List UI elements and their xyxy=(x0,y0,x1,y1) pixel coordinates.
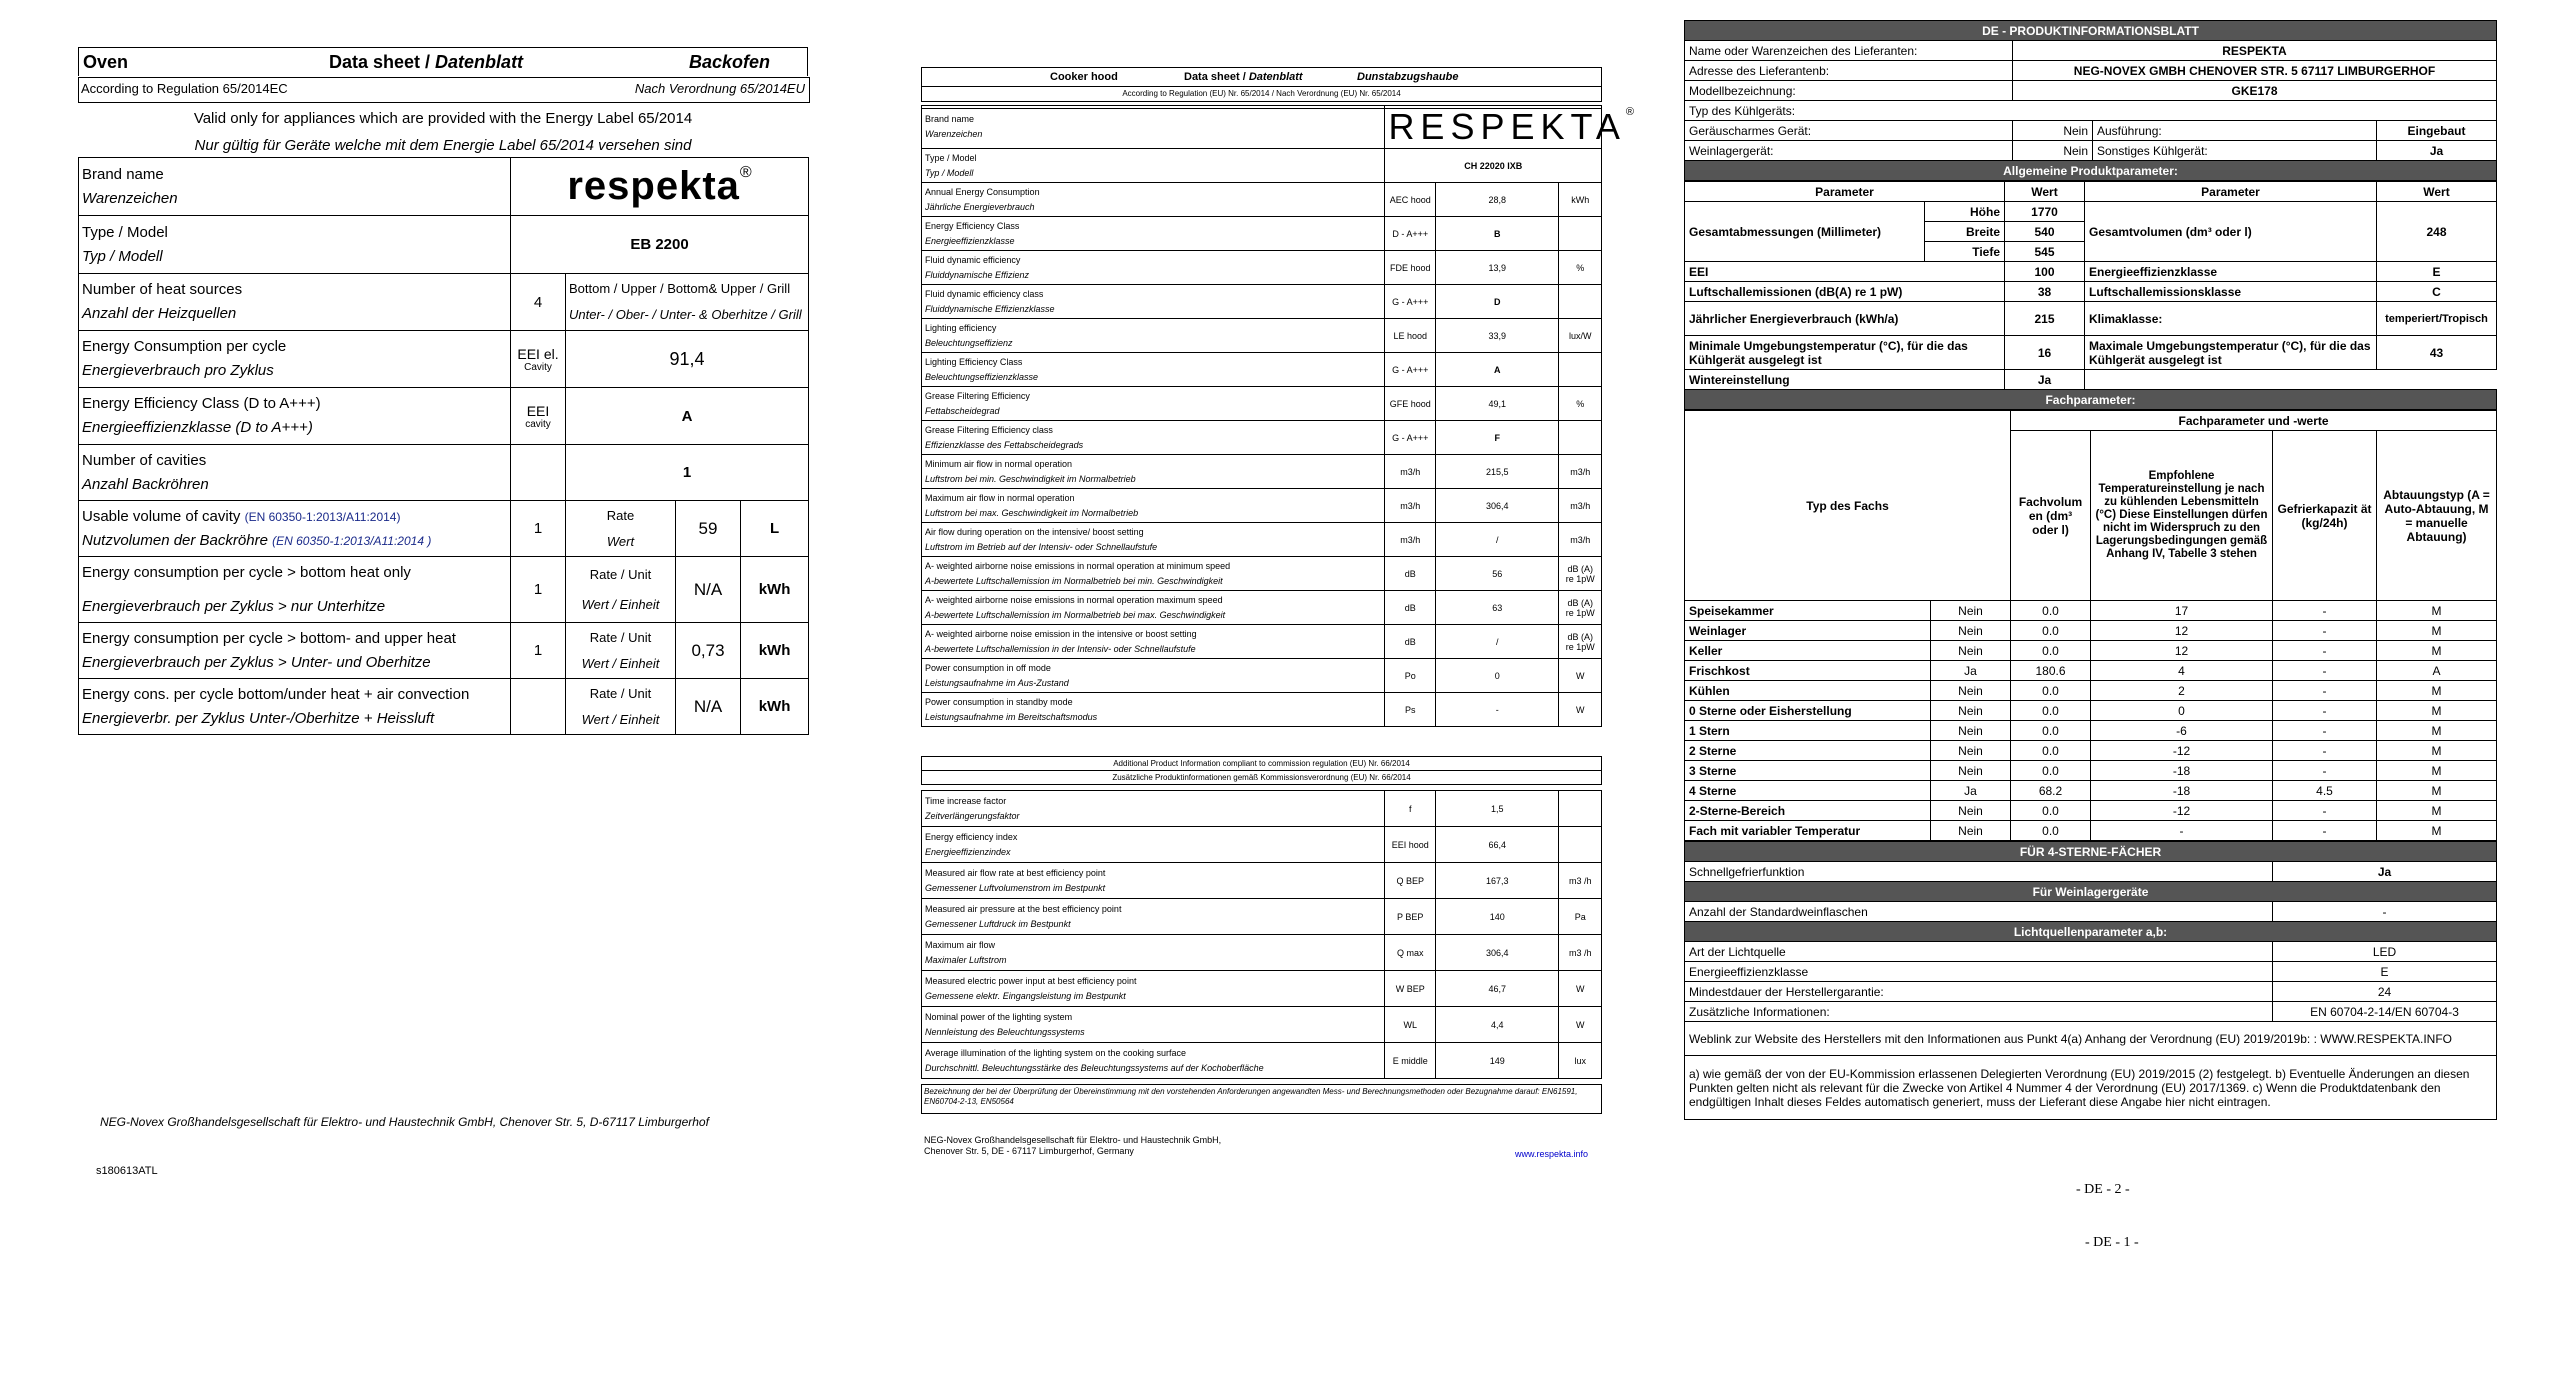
hood-row: A- weighted airborne noise emissions in normal operation at minimum speed A-bewertete Luftschallemission im Normalbetrieb bei min. Geschwindigkeit dB 56 dB (A) re 1pW xyxy=(922,557,1602,591)
compartment-row: Fach mit variabler Temperatur Nein 0.0 - - M xyxy=(1685,821,2497,841)
oven-data-table xyxy=(78,157,809,735)
hood-row: Measured air flow rate at best efficiency point Gemessener Luftvolumenstrom im Bestpunkt Q BEP 167,3 m3 /h xyxy=(922,863,1602,899)
de-page-number-1: - DE - 1 - xyxy=(2085,1235,2139,1250)
oven-row-type: Type / Model Typ / Modell EB 2200 xyxy=(79,216,809,274)
oven-regulation xyxy=(78,77,810,103)
hood-logo: RESPEKTA® xyxy=(1385,106,1602,149)
hood-data-table xyxy=(921,67,1602,109)
oven-row-convection: Energy cons. per cycle bottom/under heat + air convection Energieverbr. per Zyklus Unter-/Oberhitze + Heissluft Rate / Unit Wert / Einheit N/A kWh xyxy=(79,679,809,735)
compartment-row: Speisekammer Nein 0.0 17 - M xyxy=(1685,601,2497,621)
hood-additional-table xyxy=(921,756,1602,785)
de-header-table: DE - PRODUKTINFORMATIONSBLATT Name oder Warenzeichen des Lieferanten: RESPEKTA Adresse des Lieferantenb: NEG-NOVEX GMBH CHENOVER STR. 5 67117 LIMBURGERHOF Modellbezeichnung: GKE178 Typ des Kühlgeräts: Geräuscharmes Gerät: Nein Ausführung: Eingebaut Weinlagergerät: Nein Sonstiges Kühlgerät: Ja Allgemeine Produktparameter: xyxy=(1684,20,2497,181)
hood-row: Energy Efficiency Class Energieeffizienzklasse D - A+++ B xyxy=(922,217,1602,251)
hood-row: Annual Energy Consumption Jährliche Energieverbrauch AEC hood 28,8 kWh xyxy=(922,183,1602,217)
hood-row: Average illumination of the lighting system on the cooking surface Durchschnittl. Beleuchtungsstärke des Beleuchtungssystems auf der Kochoberfläche E middle 149 lux xyxy=(922,1043,1602,1079)
hood-url-link[interactable]: www.respekta.info xyxy=(1515,1149,1589,1159)
compartment-row: Weinlager Nein 0.0 12 - M xyxy=(1685,621,2497,641)
hood-row: Grease Filtering Efficiency class Effizienzklasse des Fettabscheidegrads G - A+++ F xyxy=(922,421,1602,455)
hood-row: Fluid dynamic efficiency Fluiddynamische Effizienz FDE hood 13,9 % xyxy=(922,251,1602,285)
de-compartment-table: Typ des Fachs Fachparameter und -werte Fachvolum en (dm³ oder l) Empfohlene Temperatureinstellung je nach zu kühlenden Lebensmitteln (°C) Diese Einstellungen dürfen nicht im Widerspruch zu den Lagerungsbedingungen gemäß Anhang IV, Tabelle 3 stehen Gefrierkapazit ät (kg/24h) Abtauungstyp (A = Auto-Abtauung, M = manuelle Abtauung) Speisekammer Nein 0.0 17 - M Weinlager Nein 0.0 12 - M Keller Nein 0.0 12 - M Frischkost Ja 180.6 4 - A Kühlen Nein 0.0 2 - M 0 Sterne oder Eisherstellung Nein 0.0 0 - M 1 Stern Nein 0.0 -6 - M 2 Sterne Nein 0.0 -12 - M 3 Sterne Nein 0.0 -18 - M 4 Sterne Ja 68.2 -18 4.5 M 2-Sterne-Bereich Nein 0.0 -12 - M Fach mit variabler Temperatur Nein 0.0 - - M xyxy=(1684,410,2497,841)
oven-title-center: Data sheet / Datenblatt xyxy=(329,52,524,72)
de-product-sheet xyxy=(1684,20,2496,1120)
compartment-row: 4 Sterne Ja 68.2 -18 4.5 M xyxy=(1685,781,2497,801)
compartment-row: 2-Sterne-Bereich Nein 0.0 -12 - M xyxy=(1685,801,2497,821)
oven-code: s180613ATL xyxy=(96,1165,158,1177)
hood-row: Minimum air flow in normal operation Luftstrom bei min. Geschwindigkeit im Normalbetrieb m3/h 215,5 m3/h xyxy=(922,455,1602,489)
de-compartment-rows xyxy=(1685,601,2497,841)
hood-footer: NEG-Novex Großhandelsgesellschaft für Elektro- und Haustechnik GmbH, Chenover Str. 5, DE - 67117 Limburgerhof, Germany xyxy=(924,1135,1222,1156)
hood-row: Air flow during operation on the intensive/ boost setting Luftstrom im Betrieb auf der Intensiv- oder Schnellaufstufe m3/h / m3/h xyxy=(922,523,1602,557)
oven-reg-en: According to Regulation 65/2014EC xyxy=(81,81,288,96)
hood-row: Measured air pressure at the best efficiency point Gemessener Luftdruck im Bestpunkt P BEP 140 Pa xyxy=(922,899,1602,935)
hood-rows xyxy=(921,105,1634,727)
oven-row-consumption: Energy Consumption per cycle Energieverbrauch pro Zyklus EEI el. Cavity 91,4 xyxy=(79,331,809,388)
compartment-row: 0 Sterne oder Eisherstellung Nein 0.0 0 - M xyxy=(1685,701,2497,721)
hood-row: Type / Model Typ / Modell CH 22020 IXB xyxy=(922,149,1602,183)
de-page-number-2: - DE - 2 - xyxy=(2076,1182,2130,1197)
de-notes: a) wie gemäß der von der EU-Kommission erlassenen Delegierten Verordnung (EU) 2019/2015 (2) festgelegt. b) Eventuelle Änderungen an diesen Punkten gelten nicht als relevant für die Zwecke von Artikel 4 Nummer 4 der Verordnung (EU) 2017/1369. c) Wenn die Produktdatenbank den endgültigen Inhalt dieses Feldes automatisch generiert, muss der Lieferant diese Angabe hier nicht eintragen. xyxy=(1685,1056,2497,1120)
hood-row: Nominal power of the lighting system Nennleistung des Beleuchtungssystems WL 4,4 W xyxy=(922,1007,1602,1043)
hood-rows-additional xyxy=(921,790,1602,1079)
hood-row: Time increase factor Zeitverlängerungsfaktor f 1,5 xyxy=(922,791,1602,827)
hood-row: Measured electric power input at best efficiency point Gemessene elektr. Eingangsleistung im Bestpunkt W BEP 46,7 W xyxy=(922,971,1602,1007)
hood-add-title-de: Zusätzliche Produktinformationen gemäß Kommissionsverordnung (EU) Nr. 66/2014 xyxy=(922,771,1602,785)
de-extra-table: FÜR 4-STERNE-FÄCHER Schnellgefrierfunktion Ja Für Weinlagergeräte Anzahl der Standardweinflaschen - Lichtquellenparameter a,b: Art der Lichtquelle LED Energieeffizienzklasse E Mindestdauer der Herstellergarantie: 24 Zusätzliche Informationen: EN 60704-2-14/EN 60704-3 Weblink zur Website des Herstellers mit den Informationen aus Punkt 4(a) Anhang der Verordnung (EU) 2019/2019b: : WWW.RESPEKTA.INFO a) wie gemäß der von der EU-Kommission erlassenen Delegierten Verordnung (EU) 2019/2015 (2) festgelegt. b) Eventuelle Änderungen an diesen Punkten gelten nicht als relevant für die Zwecke von Artikel 4 Nummer 4 der Verordnung (EU) 2017/1369. c) Wenn die Produktdatenbank den endgültigen Inhalt dieses Feldes automatisch generiert, muss der Lieferant diese Angabe hier nicht eintragen. xyxy=(1684,841,2497,1120)
de-general-table: Parameter Wert Parameter Wert Gesamtabmessungen (Millimeter) Höhe 1770 Gesamtvolumen (dm³ oder l) 248 Breite 540 Tiefe 545 EEI 100 Energieeffizienzklasse E Luftschallemissionen (dB(A) re 1 pW) 38 Luftschallemissionsklasse C Jährlicher Energieverbrauch (kWh/a) 215 Klimaklasse: temperiert/Tropisch Minimale Umgebungstemperatur (°C), für die das Kühlgerät ausgelegt ist 16 Maximale Umgebungstemperatur (°C), für die das Kühlgerät ausgelegt ist 43 Wintereinstellung Ja Fachparameter: xyxy=(1684,181,2497,410)
compartment-row: 2 Sterne Nein 0.0 -12 - M xyxy=(1685,741,2497,761)
oven-sheet-header xyxy=(78,47,808,76)
hood-row: Grease Filtering Efficiency Fettabscheidegrad GFE hood 49,1 % xyxy=(922,387,1602,421)
hood-row: A- weighted airborne noise emission in the intensive or boost setting A-bewertete Luftschallemission in der Intensiv- oder Schnellaufstufe dB / dB (A) re 1pW xyxy=(922,625,1602,659)
hood-add-title-en: Additional Product Information compliant to commission regulation (EU) Nr. 66/2014 xyxy=(922,757,1602,771)
oven-reg-de: Nach Verordnung 65/2014EU xyxy=(634,81,805,96)
oven-row-class: Energy Efficiency Class (D to A+++) Energieeffizienzklasse (D to A+++) EEI cavity A xyxy=(79,388,809,445)
hood-row: Energy efficiency index Energieeffizienzindex EEI hood 66,4 xyxy=(922,827,1602,863)
oven-row-heat: Number of heat sources Anzahl der Heizquellen 4 Bottom / Upper / Bottom& Upper / Grill Unter- / Ober- / Unter- & Oberhitze / Grill xyxy=(79,274,809,331)
de-weblink[interactable]: Weblink zur Website des Herstellers mit den Informationen aus Punkt 4(a) Anhang der Verordnung (EU) 2019/2019b: : WWW.RESPEKTA.INFO xyxy=(1685,1022,2497,1056)
hood-row: Fluid dynamic efficiency class Fluiddynamische Effizienzklasse G - A+++ D xyxy=(922,285,1602,319)
oven-valid-en: Valid only for appliances which are provided with the Energy Label 65/2014 xyxy=(193,110,693,127)
hood-reg-row: According to Regulation (EU) Nr. 65/2014 / Nach Verordnung (EU) Nr. 65/2014 xyxy=(922,87,1602,102)
oven-model: EB 2200 xyxy=(511,216,809,274)
oven-logo: respekta® xyxy=(511,158,809,216)
compartment-row: Frischkost Ja 180.6 4 - A xyxy=(1685,661,2497,681)
hood-row: Lighting efficiency Beleuchtungseffizienz LE hood 33,9 lux/W xyxy=(922,319,1602,353)
hood-row: Power consumption in standby mode Leistungsaufnahme im Bereitschaftsmodus Ps - W xyxy=(922,693,1602,727)
compartment-row: 3 Sterne Nein 0.0 -18 - M xyxy=(1685,761,2497,781)
oven-title-left: Oven xyxy=(83,52,129,72)
oven-valid-de: Nur gültig für Geräte welche mit dem Energie Label 65/2014 versehen sind xyxy=(194,137,692,154)
de-title: DE - PRODUKTINFORMATIONSBLATT xyxy=(1685,21,2497,41)
compartment-row: Keller Nein 0.0 12 - M xyxy=(1685,641,2497,661)
compartment-row: 1 Stern Nein 0.0 -6 - M xyxy=(1685,721,2497,741)
hood-title-row: Cooker hood Data sheet / Datenblatt Dunstabzugshaube xyxy=(922,68,1602,87)
oven-footer: NEG-Novex Großhandelsgesellschaft für Elektro- und Haustechnik GmbH, Chenover Str. 5, D-67117 Limburgerhof xyxy=(100,1115,709,1129)
oven-row-volume: Usable volume of cavity (EN 60350-1:2013/A11:2014) Nutzvolumen der Backröhre (EN 60350-1:2013/A11:2014 ) 1 Rate Wert 59 L xyxy=(79,501,809,557)
hood-row: Lighting Efficiency Class Beleuchtungseffizienzklasse G - A+++ A xyxy=(922,353,1602,387)
hood-row: Maximum air flow in normal operation Luftstrom bei max. Geschwindigkeit im Normalbetrieb m3/h 306,4 m3/h xyxy=(922,489,1602,523)
hood-row: Maximum air flow Maximaler Luftstrom Q max 306,4 m3 /h xyxy=(922,935,1602,971)
hood-note: Bezeichnung der bei der Überprüfung der Übereinstimmung mit den vorstehenden Anforderungen angewandten Mess- und Berechnungsmethoden oder Bezugnahme darauf: EN61591, EN60704-2-13, EN50564 xyxy=(921,1084,1602,1114)
oven-row-brand: Brand name Warenzeichen respekta® xyxy=(79,158,809,216)
hood-row: Power consumption in off mode Leistungsaufnahme im Aus-Zustand Po 0 W xyxy=(922,659,1602,693)
hood-row: Brand name Warenzeichen RESPEKTA® xyxy=(922,106,1602,149)
oven-title-right: Backofen xyxy=(689,52,771,72)
hood-row: A- weighted airborne noise emissions in normal operation maximum speed A-bewertete Luftschallemission im Normalbetrieb bei max. Geschwindigkeit dB 63 dB (A) re 1pW xyxy=(922,591,1602,625)
oven-row-bottom-upper: Energy consumption per cycle > bottom- and upper heat Energieverbrauch per Zyklus > Unter- und Oberhitze 1 Rate / Unit Wert / Einheit 0,73 kWh xyxy=(79,623,809,679)
compartment-row: Kühlen Nein 0.0 2 - M xyxy=(1685,681,2497,701)
oven-row-cavities: Number of cavities Anzahl Backröhren 1 xyxy=(79,445,809,501)
oven-row-bottom-heat: Energy consumption per cycle > bottom heat only Energieverbrauch per Zyklus > nur Unterhitze 1 Rate / Unit Wert / Einheit N/A kWh xyxy=(79,557,809,623)
